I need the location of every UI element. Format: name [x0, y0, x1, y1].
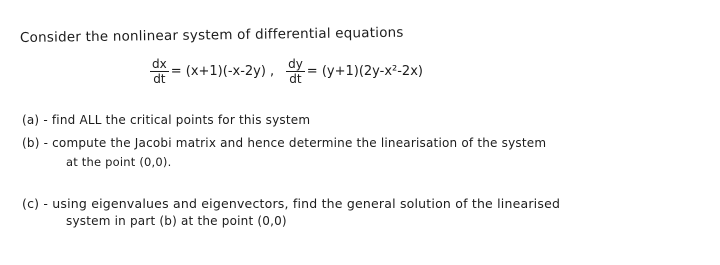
- part-a-text: (a) - find ALL the critical points for this system: [22, 113, 311, 127]
- part-c-continuation: system in part (b) at the point (0,0): [66, 214, 287, 228]
- question-intro: Consider the nonlinear system of differential equations: [19, 24, 404, 46]
- dx-numerator: dx: [152, 57, 167, 71]
- dt-denominator: dt: [153, 72, 166, 86]
- equation-system: [150, 58, 423, 85]
- dy-numerator: dy: [288, 57, 303, 71]
- dx-dt-fraction: [150, 58, 169, 85]
- part-b-continuation: at the point (0,0).: [66, 155, 172, 169]
- equation-1-rhs: = (x+1)(-x-2y): [170, 64, 266, 79]
- equation-separator: ,: [269, 64, 275, 79]
- part-c-text: (c) - using eigenvalues and eigenvectors, find the general solution of the linearised: [22, 196, 561, 211]
- dt-denominator-2: dt: [289, 72, 302, 86]
- equation-2-rhs: = (y+1)(2y-x²-2x): [306, 64, 423, 79]
- dy-dt-fraction: [286, 58, 305, 85]
- part-b-text: (b) - compute the Jacobi matrix and hence determine the linearisation of the system: [22, 136, 547, 150]
